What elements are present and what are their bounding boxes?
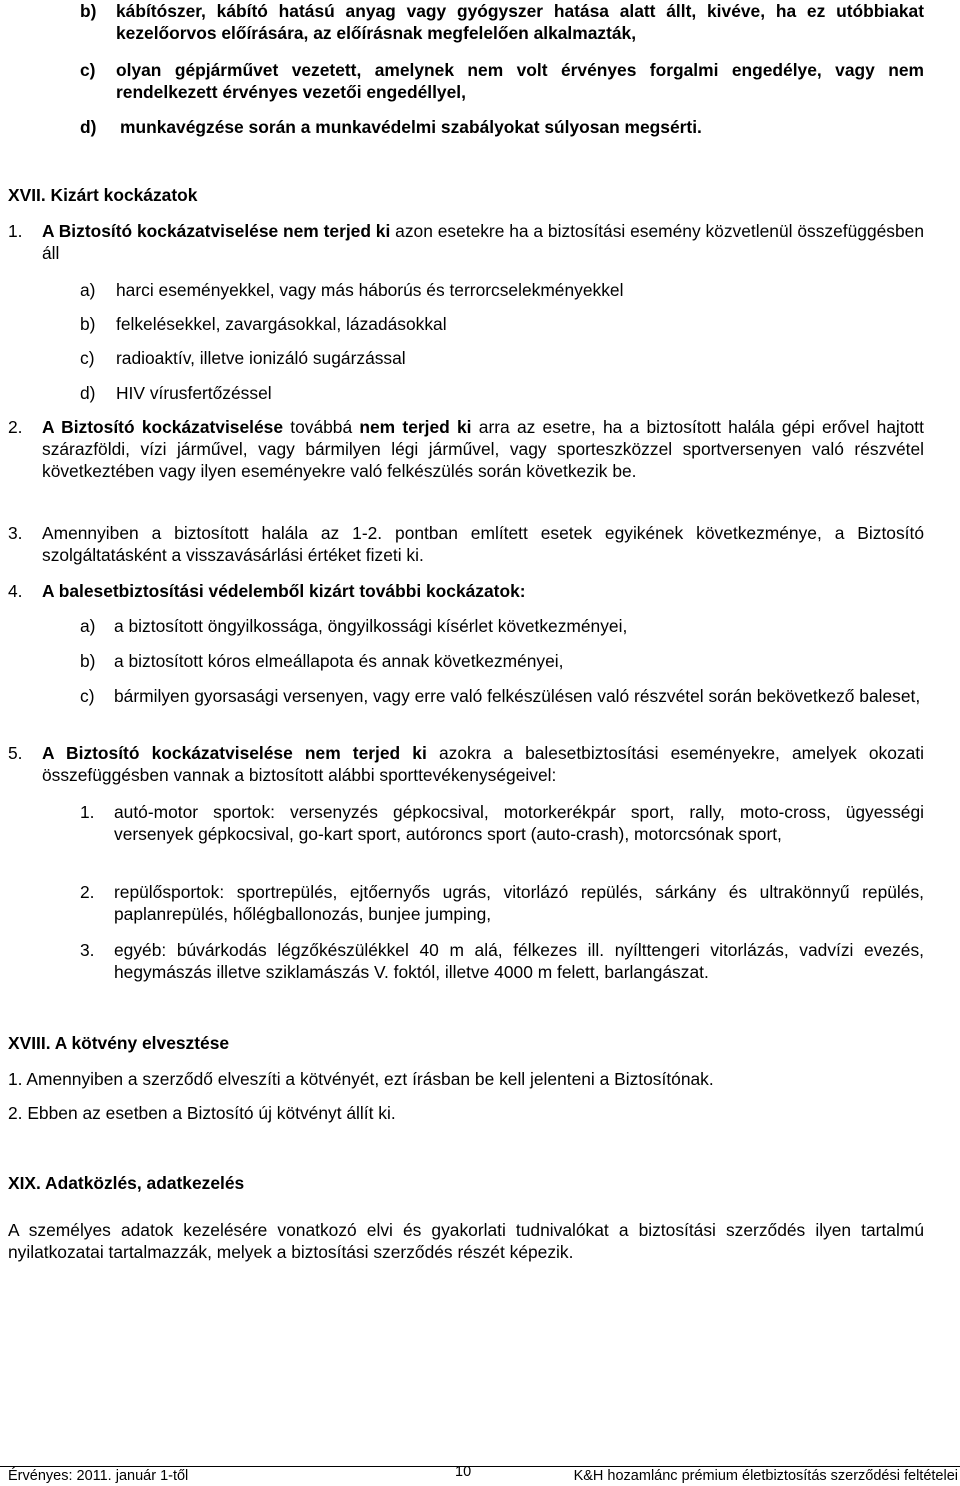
item-label: c)	[80, 686, 95, 706]
item-text: olyan gépjárművet vezetett, amelynek nem volt érvényes forgalmi engedélye, vagy nem rendelkezett érvényes vezetői engedéllyel,	[116, 60, 924, 102]
item-label: 1.	[80, 802, 95, 822]
item-text: egyéb: búvárkodás légzőkészülékkel 40 m alá, félkezes ill. nyílttengeri vitorlázás, vadvízi evezés, hegymászás illetve sziklamászás V. foktól, illetve 4000 m felett, barlangászat.	[114, 940, 924, 982]
item-label: d)	[80, 383, 96, 403]
paragraph-text: Amennyiben a biztosított halála az 1-2. pontban említett esetek egyikének következménye, a Biztosító szolgáltatásként a visszavásárlási értéket fizeti ki.	[42, 523, 924, 565]
section-heading: XVIII. A kötvény elvesztése	[8, 1033, 230, 1053]
item-text: bármilyen gyorsasági versenyen, vagy erre való felkészülésen való részvétel során bekövetkező baleset,	[114, 686, 921, 706]
body-text: azon esetekre ha a biztosítási esemény közvetlenül összefüggésben áll	[42, 221, 924, 263]
section-heading: XIX. Adatközlés, adatkezelés	[8, 1173, 245, 1193]
item-text: kábítószer, kábító hatású anyag vagy gyógyszer hatása alatt állt, kivéve, ha ez utóbbiakat kezelőorvos előírására, az előírásnak megfelelően alkalmazták,	[116, 1, 924, 43]
item-label: d)	[80, 117, 97, 137]
item-text: felkelésekkel, zavargásokkal, lázadásokkal	[116, 314, 447, 334]
bold-text: A Biztosító kockázatviselése	[42, 417, 283, 437]
footer-divider	[0, 1466, 960, 1467]
item-label: a)	[80, 280, 96, 300]
item-label: b)	[80, 314, 96, 334]
body-text: azokra a balesetbiztosítási eseményekre, amelyek okozati összefüggésben vannak a biztosított alábbi sporttevékenységeivel:	[42, 743, 924, 785]
body-text: arra az esetre, ha a biztosított halála gépi erővel hajtott szárazföldi, vízi járművel, vagy bármilyen légi járművel, vagy sporteszközzel sportversenyen való részvétel következtében vagy ilyen eseményekre való felkészülés során következik be.	[42, 417, 924, 481]
item-text: radioaktív, illetve ionizáló sugárzással	[116, 348, 406, 368]
paragraph-number: 3.	[8, 523, 23, 543]
paragraph-text: A személyes adatok kezelésére vonatkozó elvi és gyakorlati tudnivalókat a biztosítási szerződés ilyen tartalmú nyilatkozatai tartalmazzák, melyek a biztosítási szerződés részét képezik.	[8, 1220, 924, 1262]
paragraph-text	[42, 416, 924, 482]
paragraph-text	[42, 742, 924, 786]
page-footer	[0, 1466, 960, 1486]
section-heading: XVII. Kizárt kockázatok	[8, 185, 198, 205]
item-text: a biztosított kóros elmeállapota és annak következményei,	[114, 651, 564, 671]
item-label: c)	[80, 348, 95, 368]
paragraph-text: A balesetbiztosítási védelemből kizárt további kockázatok:	[42, 581, 526, 601]
item-text: autó-motor sportok: versenyzés gépkocsival, motorkerékpár sport, rally, moto-cross, ügyességi versenyek gépkocsival, go-kart sport, autóroncs sport (auto-crash), motorcsónak sport,	[114, 802, 924, 844]
paragraph-number: 1.	[8, 221, 23, 241]
item-label: 2.	[80, 882, 95, 902]
item-text: repülősportok: sportrepülés, ejtőernyős ugrás, vitorlázó repülés, sárkány és ultrakönnyű repülés, paplanrepülés, hőlégballonozás, bunjee jumping,	[114, 882, 924, 924]
item-text: harci eseményekkel, vagy más háborús és terrorcselekményekkel	[116, 280, 624, 300]
page-number: 10	[455, 1464, 472, 1480]
item-label: a)	[80, 616, 96, 636]
item-text: a biztosított öngyilkossága, öngyilkossági kísérlet következményei,	[114, 616, 628, 636]
paragraph-text: 1. Amennyiben a szerződő elveszíti a kötvényét, ezt írásban be kell jelenteni a Biztosítónak.	[8, 1069, 714, 1089]
paragraph-number: 5.	[8, 743, 23, 763]
paragraph-number: 2.	[8, 417, 23, 437]
paragraph-text	[42, 220, 924, 264]
item-text: munkavégzése során a munkavédelmi szabályokat súlyosan megsérti.	[120, 117, 702, 137]
item-label: 3.	[80, 940, 95, 960]
paragraph-text: 2. Ebben az esetben a Biztosító új kötvényt állít ki.	[8, 1103, 396, 1123]
item-label: b)	[80, 651, 96, 671]
item-label: c)	[80, 60, 96, 80]
item-text: HIV vírusfertőzéssel	[116, 383, 272, 403]
bold-text: A Biztosító kockázatviselése nem terjed ki	[42, 743, 427, 763]
bold-text: A Biztosító kockázatviselése nem terjed ki	[42, 221, 391, 241]
bold-text: nem terjed ki	[359, 417, 472, 437]
footer-title: K&H hozamlánc prémium életbiztosítás szerződési feltételei	[573, 1468, 958, 1484]
paragraph-number: 4.	[8, 581, 23, 601]
footer-validity: Érvényes: 2011. január 1-től	[8, 1468, 189, 1484]
body-text: továbbá	[283, 417, 360, 437]
item-label: b)	[80, 1, 97, 21]
